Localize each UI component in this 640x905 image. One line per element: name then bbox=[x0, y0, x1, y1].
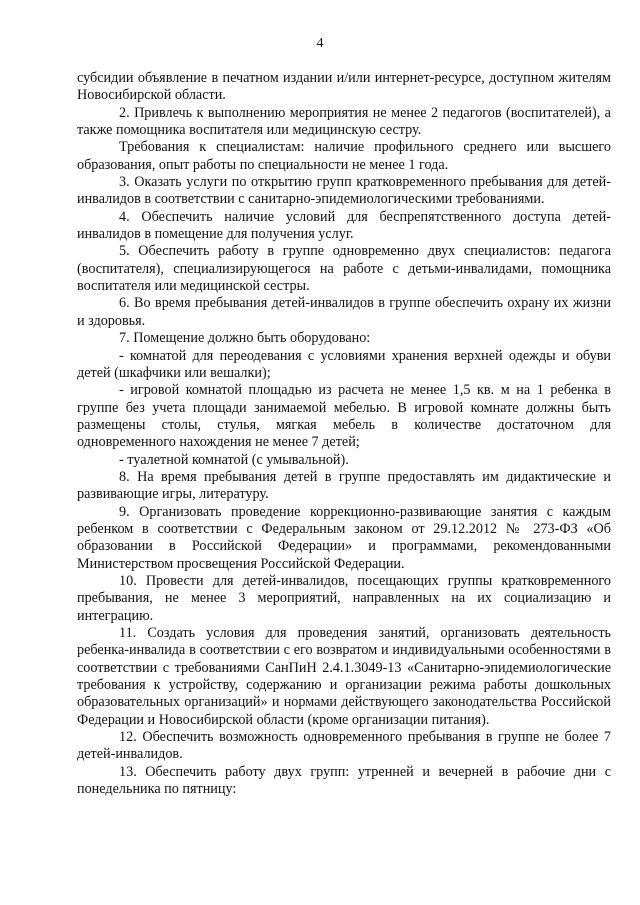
paragraph-item-2: 2. Привлечь к выполнению мероприятия не менее 2 педагогов (воспитателей), а также помощника воспитателя или медицинскую сестру. bbox=[77, 104, 611, 139]
paragraph-item-13: 13. Обеспечить работу двух групп: утренней и вечерней в рабочие дни с понедельника по пятницу: bbox=[77, 763, 611, 798]
paragraph-item-9: 9. Организовать проведение коррекционно-развивающие занятия с каждым ребенком в соответствии с Федеральным законом от 29.12.2012 № 273-ФЗ «Об образовании в Российской Федерации» и программами, рекомендованными Министерством просвещения Российской Федерации. bbox=[77, 503, 611, 572]
paragraph-item-10: 10. Провести для детей-инвалидов, посещающих группы кратковременного пребывания, не менее 3 мероприятий, направленных на их социализацию и интеграцию. bbox=[77, 572, 611, 624]
paragraph-item-7-dressing-room: - комнатой для переодевания с условиями хранения верхней одежды и обуви детей (шкафчики или вешалки); bbox=[77, 347, 611, 381]
paragraph-item-7-play-room: - игровой комнатой площадью из расчета не менее 1,5 кв. м на 1 ребенка в группе без учета площади занимаемой мебелью. В игровой комнате должны быть размещены столы, стулья, мягкая мебель в количестве достаточном для одновременного нахождения не менее 7 детей; bbox=[77, 382, 611, 451]
paragraph-item-8: 8. На время пребывания детей в группе предоставлять им дидактические и развивающие игры, литературу. bbox=[77, 468, 611, 503]
paragraph-item-7-toilet: - туалетной комнатой (с умывальной). bbox=[119, 451, 349, 468]
document-body bbox=[77, 70, 611, 798]
paragraph-item-3: 3. Оказать услуги по открытию групп кратковременного пребывания для детей-инвалидов в соответствии с санитарно-эпидемиологическими требованиями. bbox=[77, 174, 611, 208]
paragraph-item-11: 11. Создать условия для проведения занятий, организовать деятельность ребенка-инвалида в соответствии с его возвратом и индивидуальными особенностями в соответствии с требованиями СанПиН 2.4.1.3049-13 «Санитарно-эпидемиологические требования к устройству, содержанию и организации режима работы дошкольных образовательных организаций» и нормами действующего законодательства Российской Федерации и Новосибирской области (кроме организации питания). bbox=[77, 625, 611, 728]
paragraph-item-7: 7. Помещение должно быть оборудовано: bbox=[119, 330, 371, 347]
paragraph-item-6: 6. Во время пребывания детей-инвалидов в группе обеспечить охрану их жизни и здоровья. bbox=[77, 295, 611, 329]
paragraph-item-5: 5. Обеспечить работу в группе одновременно двух специалистов: педагога (воспитателя), специализирующегося на работе с детьми-инвалидами, помощника воспитателя или медицинской сестры. bbox=[77, 243, 611, 295]
paragraph-item-12: 12. Обеспечить возможность одновременного пребывания в группе не более 7 детей-инвалидов. bbox=[77, 729, 611, 763]
paragraph-specialist-requirements: Требования к специалистам: наличие профильного среднего или высшего образования, опыт работы по специальности не менее 1 года. bbox=[77, 139, 611, 173]
page-number: 4 bbox=[316, 36, 324, 51]
paragraph-continuation: субсидии объявление в печатном издании и/или интернет-ресурсе, доступном жителям Новосибирской области. bbox=[77, 70, 611, 104]
paragraph-item-4: 4. Обеспечить наличие условий для беспрепятственного доступа детей-инвалидов в помещение для получения услуг. bbox=[77, 208, 611, 243]
